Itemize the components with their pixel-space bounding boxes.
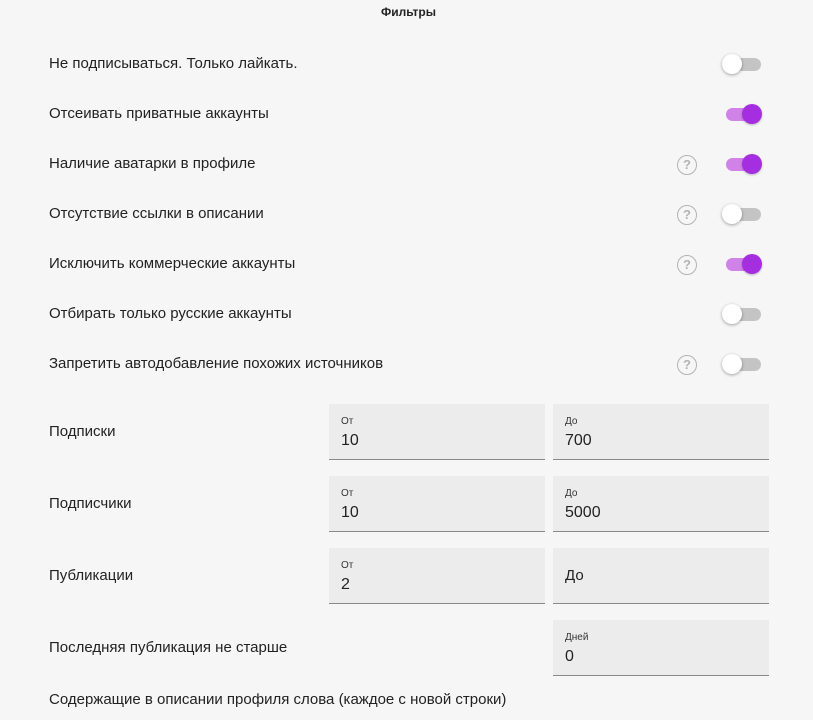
field-placeholder: До	[565, 567, 584, 584]
toggle-row-private	[0, 104, 813, 144]
bio-words-label: Содержащие в описании профиля слова (каждое с новой строки)	[49, 691, 507, 708]
field-label: До	[565, 416, 578, 427]
field-label: От	[341, 560, 354, 571]
last-post-label: Последняя публикация не старше	[49, 639, 288, 656]
toggle-row-avatar	[0, 154, 813, 194]
toggle-label-russian: Отбирать только русские аккаунты	[49, 305, 292, 322]
followers-to-field[interactable]	[553, 476, 769, 532]
followers-from-field[interactable]	[329, 476, 545, 532]
toggle-row-similar-sources	[0, 354, 813, 394]
toggle-row-russian	[0, 304, 813, 344]
toggle-label-commercial: Исключить коммерческие аккаунты	[49, 255, 296, 272]
like-only-switch[interactable]	[722, 52, 764, 76]
field-label: От	[341, 416, 354, 427]
field-value: 0	[565, 648, 574, 665]
field-label: От	[341, 488, 354, 499]
switch-thumb	[722, 54, 742, 74]
switch-thumb	[742, 154, 762, 174]
avatar-switch[interactable]	[722, 152, 764, 176]
toggle-label-similar-sources: Запретить автодобавление похожих источников	[49, 355, 384, 372]
private-filter-switch[interactable]	[722, 102, 764, 126]
help-icon[interactable]: ?	[677, 355, 697, 375]
following-from-field[interactable]	[329, 404, 545, 460]
field-value: 10	[341, 432, 359, 449]
similar-sources-switch[interactable]	[722, 352, 764, 376]
switch-thumb	[742, 254, 762, 274]
switch-thumb	[722, 304, 742, 324]
field-value: 2	[341, 576, 350, 593]
no-link-switch[interactable]	[722, 202, 764, 226]
toggle-row-commercial	[0, 254, 813, 294]
toggle-label-no-link: Отсутствие ссылки в описании	[49, 205, 264, 222]
toggle-label-avatar: Наличие аватарки в профиле	[49, 155, 256, 172]
field-value: 10	[341, 504, 359, 521]
posts-from-field[interactable]	[329, 548, 545, 604]
last-post-days-field[interactable]	[553, 620, 769, 676]
help-icon[interactable]: ?	[677, 205, 697, 225]
help-icon[interactable]: ?	[677, 155, 697, 175]
posts-to-field[interactable]	[553, 548, 769, 604]
page-title: Фильтры	[380, 5, 437, 19]
posts-label: Публикации	[49, 567, 134, 584]
field-value: 700	[565, 432, 592, 449]
russian-only-switch[interactable]	[722, 302, 764, 326]
followers-label: Подписчики	[49, 495, 132, 512]
field-label: Дней	[565, 632, 589, 643]
following-label: Подписки	[49, 423, 116, 440]
commercial-switch[interactable]	[722, 252, 764, 276]
field-label: До	[565, 488, 578, 499]
toggle-row-like-only	[0, 54, 813, 94]
field-value: 5000	[565, 504, 601, 521]
help-icon[interactable]: ?	[677, 255, 697, 275]
toggle-row-no-link	[0, 204, 813, 244]
following-to-field[interactable]	[553, 404, 769, 460]
toggle-label-private: Отсеивать приватные аккаунты	[49, 105, 269, 122]
switch-thumb	[722, 204, 742, 224]
toggle-label-like-only: Не подписываться. Только лайкать.	[49, 55, 298, 72]
switch-thumb	[742, 104, 762, 124]
switch-thumb	[722, 354, 742, 374]
